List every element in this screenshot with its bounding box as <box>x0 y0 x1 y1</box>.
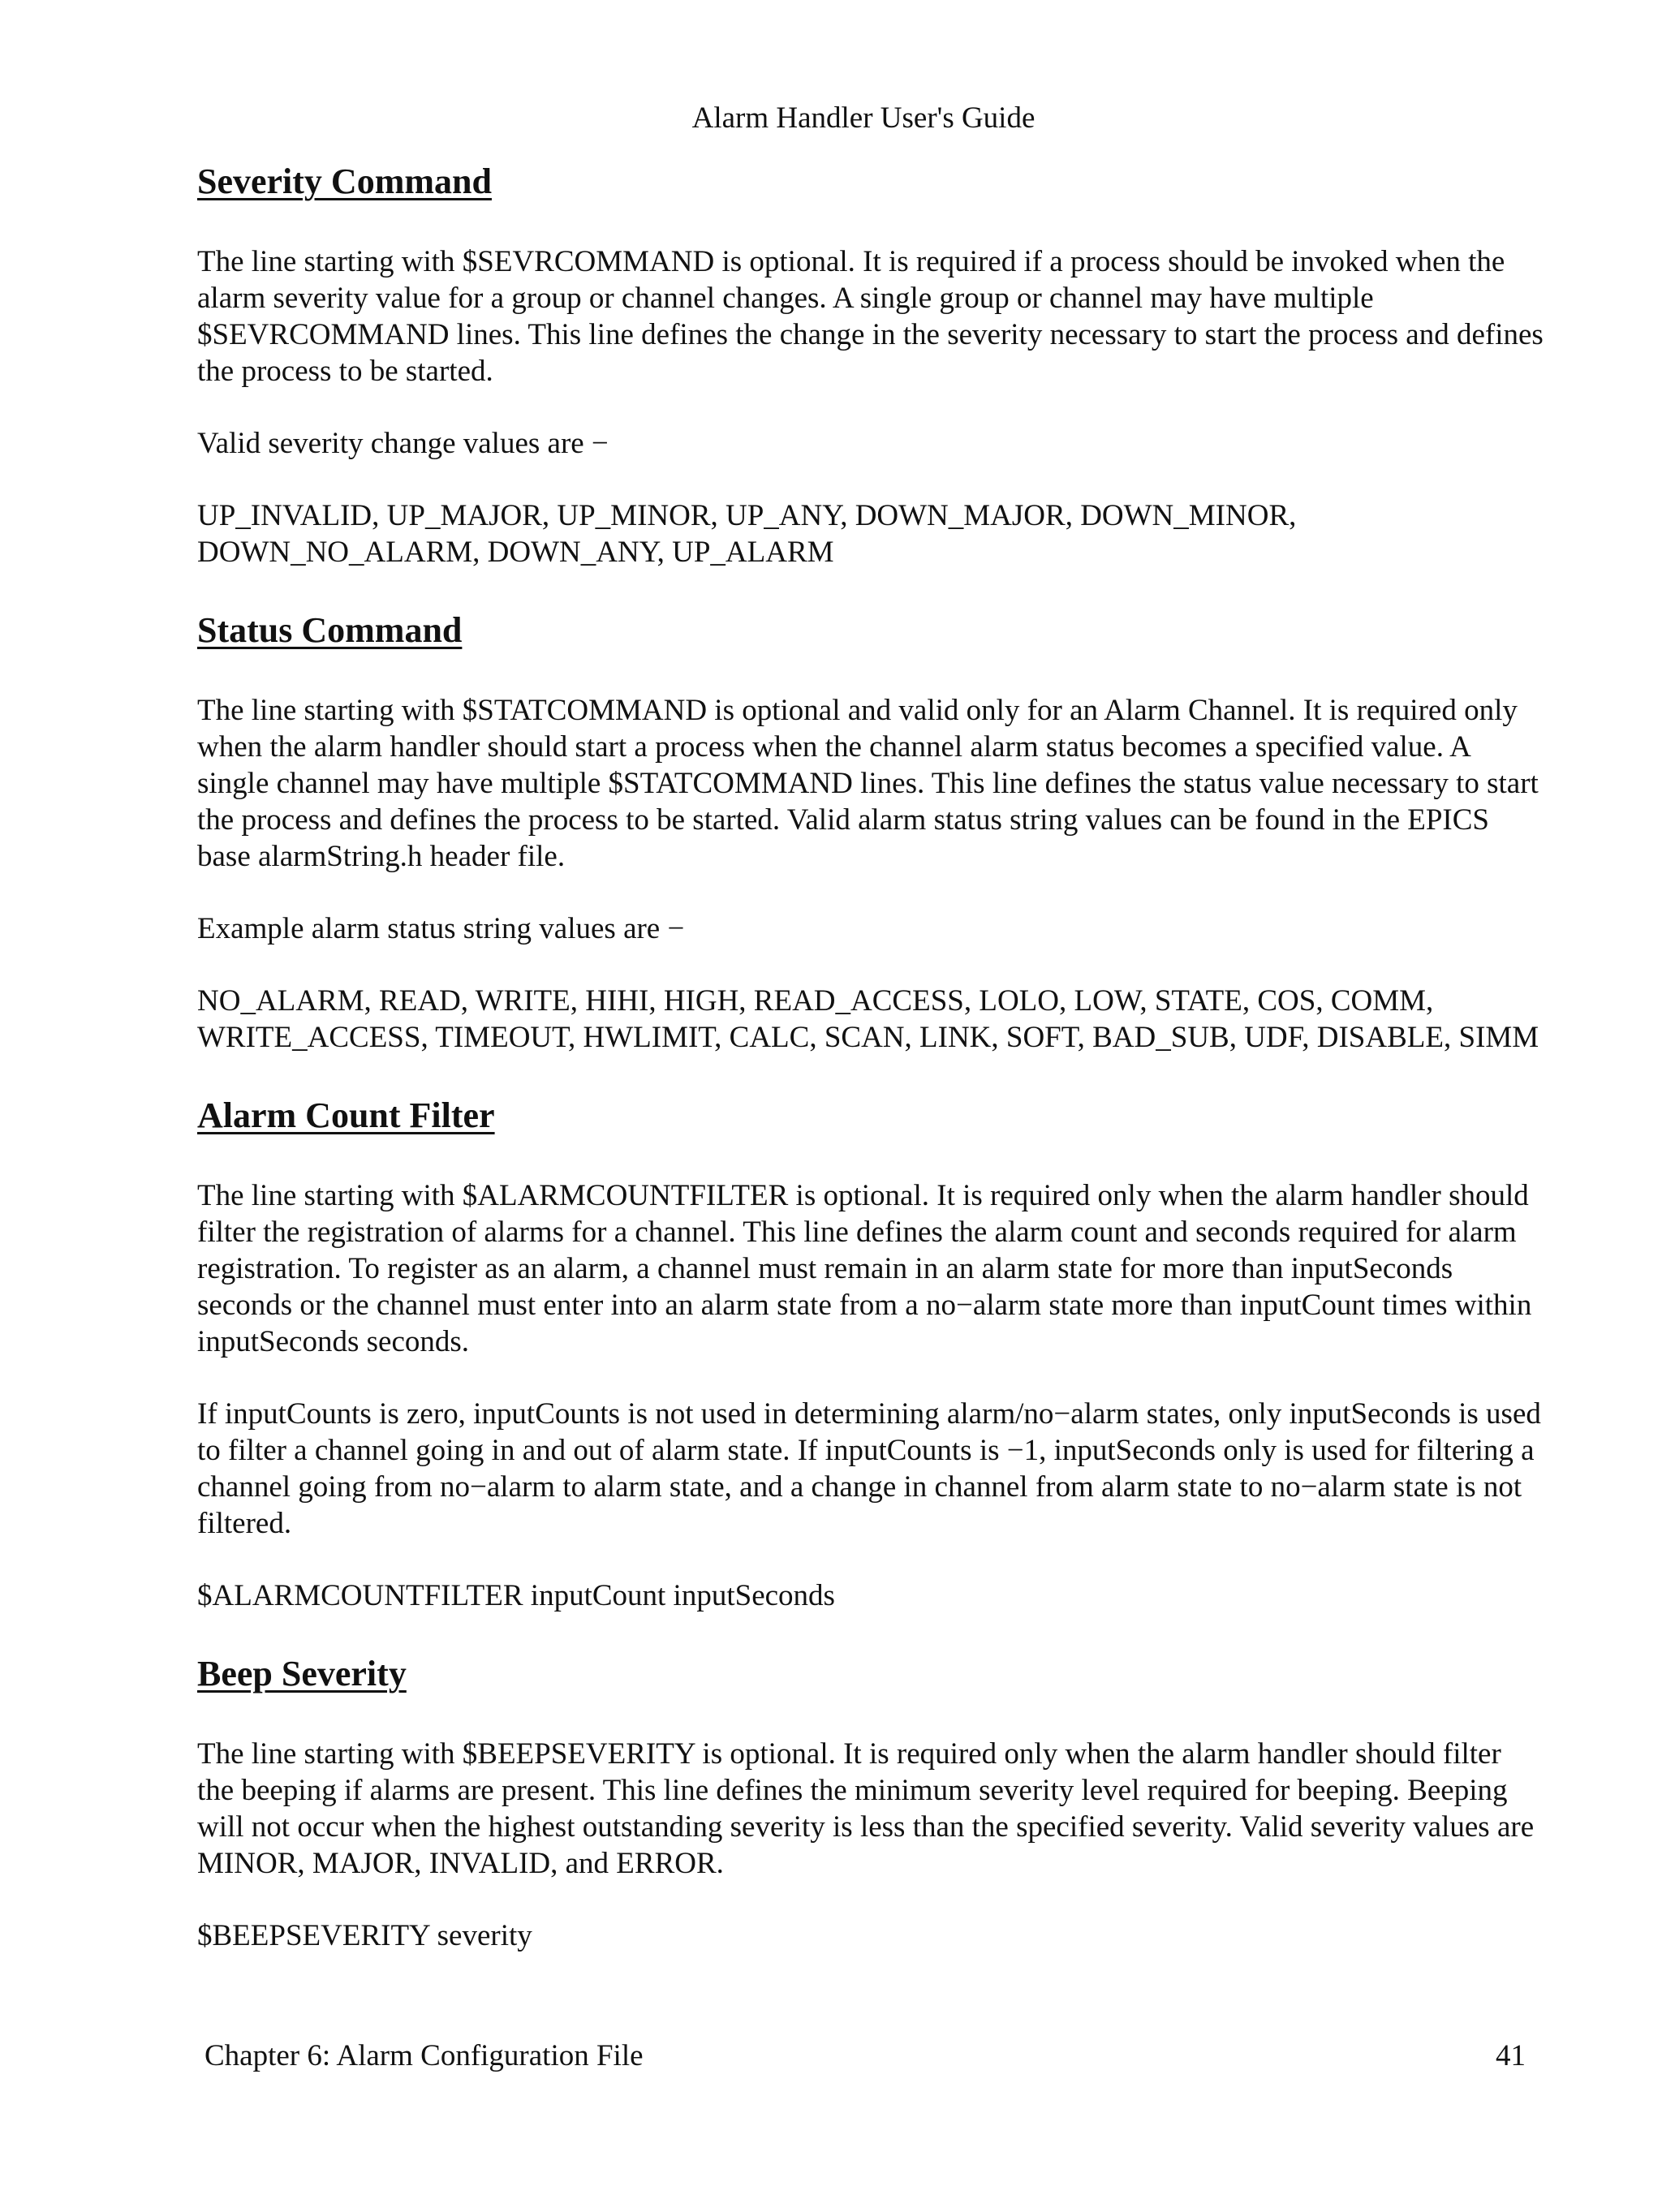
page-number: 41 <box>1496 2039 1526 2072</box>
section-heading: Beep Severity <box>197 1654 407 1693</box>
page-content <box>197 157 1544 1990</box>
paragraph: Valid severity change values are − <box>197 427 609 460</box>
section-heading: Severity Command <box>197 161 492 201</box>
value-list: UP_INVALID, UP_MAJOR, UP_MINOR, UP_ANY, DOWN_MAJOR, DOWN_MINOR, DOWN_NO_ALARM, DOWN_ANY, UP_ALARM <box>197 499 1297 569</box>
section-severity-command <box>197 157 1544 570</box>
value-list: NO_ALARM, READ, WRITE, HIHI, HIGH, READ_ACCESS, LOLO, LOW, STATE, COS, COMM, WRITE_ACCESS, TIMEOUT, HWLIMIT, CALC, SCAN, LINK, SOFT, BAD_SUB, UDF, DISABLE, SIMM <box>197 984 1539 1054</box>
paragraph: If inputCounts is zero, inputCounts is not used in determining alarm/no−alarm states, only inputSeconds is used to filter a channel going in and out of alarm state. If inputCounts is −1, inputSeconds only is used for filtering a channel going from no−alarm to alarm state, and a change in channel from alarm state to no−alarm state is not filtered. <box>197 1397 1541 1540</box>
syntax-line: $ALARMCOUNTFILTER inputCount inputSeconds <box>197 1579 835 1612</box>
syntax-line: $BEEPSEVERITY severity <box>197 1919 532 1952</box>
section-heading: Status Command <box>197 610 463 650</box>
running-header: Alarm Handler User's Guide <box>691 101 1036 135</box>
paragraph: The line starting with $BEEPSEVERITY is optional. It is required only when the alarm handler should filter the beeping if alarms are present. This line defines the minimum severity level required for beeping. Beeping will not occur when the highest outstanding severity is less than the specified severity. Valid severity values are MINOR, MAJOR, INVALID, and ERROR. <box>197 1737 1535 1880</box>
section-status-command <box>197 606 1544 1056</box>
section-beep-severity <box>197 1650 1544 1954</box>
paragraph: Example alarm status string values are − <box>197 912 685 945</box>
paragraph: The line starting with $ALARMCOUNTFILTER is optional. It is required only when the alarm handler should filter the registration of alarms for a channel. This line defines the alarm count and seconds required for alarm registration. To register as an alarm, a channel must remain in an alarm state for more than inputSeconds seconds or the channel must enter into an alarm state from a no−alarm state more than inputCount times within inputSeconds seconds. <box>197 1179 1532 1358</box>
section-alarm-count-filter <box>197 1091 1544 1614</box>
paragraph: The line starting with $STATCOMMAND is optional and valid only for an Alarm Channel. It is required only when the alarm handler should start a process when the channel alarm status becomes a specified value. A single channel may have multiple $STATCOMMAND lines. This line defines the status value necessary to start the process and defines the process to be started. Valid alarm status string values can be found in the EPICS base alarmString.h header file. <box>197 694 1539 873</box>
footer-chapter: Chapter 6: Alarm Configuration File <box>205 2039 644 2072</box>
paragraph: The line starting with $SEVRCOMMAND is optional. It is required if a process should be invoked when the alarm severity value for a group or channel changes. A single group or channel may have multiple $SEVRCOMMAND lines. This line defines the change in the severity necessary to start the process and defines the process to be started. <box>197 245 1544 388</box>
section-heading: Alarm Count Filter <box>197 1095 495 1135</box>
